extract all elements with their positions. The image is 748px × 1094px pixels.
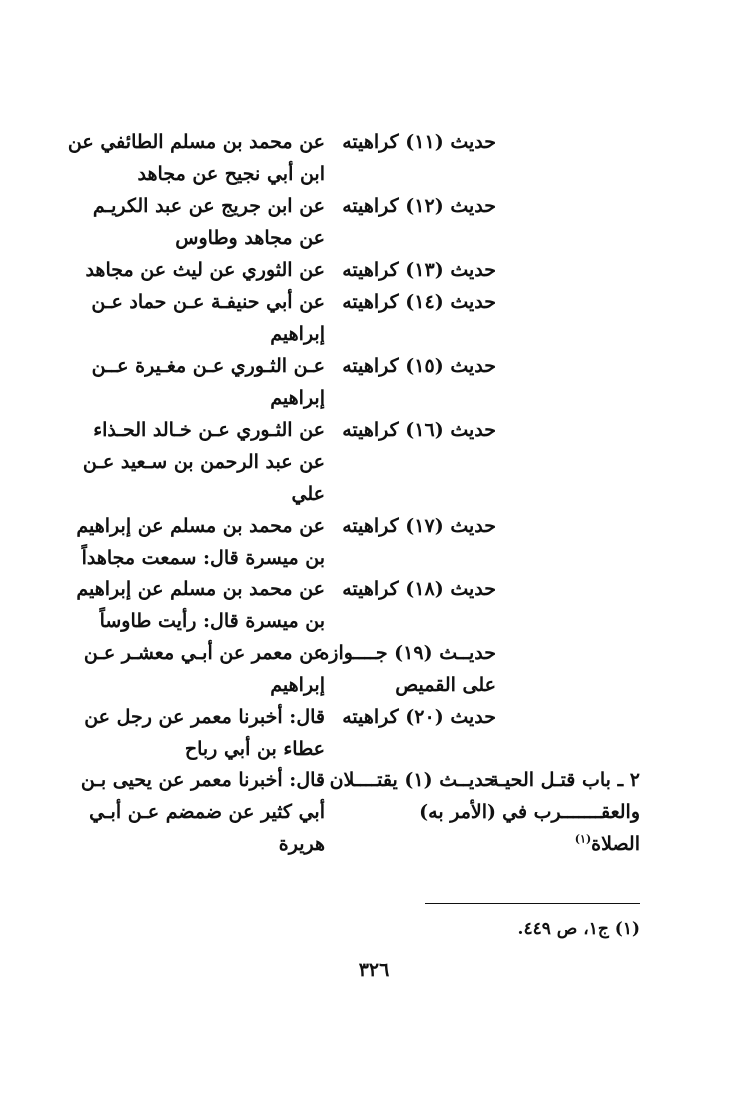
hadith-label: حديــث (١٩) جــــوازه على القميص (319, 642, 496, 696)
hadith-label: حديث (١١) كراهيته (342, 131, 496, 153)
hadith-label: حديث (١٤) كراهيته (342, 291, 496, 313)
isnad-text: عن الثـوري عـن خـالد الحـذاء عن عبد الرحمن بن سـعيد عـن علي (82, 419, 325, 505)
page-number: ٣٢٦ (358, 959, 390, 981)
isnad-text: عن معمر عن أبـي معشـر عـن إبراهيم (83, 642, 325, 696)
hadith-label: حديث (١٦) كراهيته (342, 419, 496, 441)
isnad-text: قال: أخبرنا معمر عن رجل عن عطاء بن أبي رباح (84, 706, 325, 760)
bab-title: ٢ ـ باب قتـل الحيـة والعقـــــــرب في الصلاة$^{(١)}$ (489, 769, 640, 855)
isnad-text: عن محمد بن مسلم عن إبراهيم بن ميسرة قال: رأيت طاوساً (76, 578, 325, 632)
isnad-text: عـن الثـوري عـن مغـيرة عــن إبراهيم (91, 355, 325, 409)
isnad-text: قال: أخبرنا معمر عن يحيى بـن أبي كثير عن ضمضم عـن أبـي هريرة (80, 769, 325, 855)
hadith-label: حديــث (١) يقتــــلان (الأمر به) (329, 769, 496, 823)
hadith-label: حديث (١٥) كراهيته (342, 355, 496, 377)
hadith-label: حديث (٢٠) كراهيته (342, 706, 496, 728)
isnad-text: عن محمد بن مسلم الطائفي عن ابن أبي نجيح عن مجاهد (67, 131, 325, 185)
hadith-label: حديث (١٨) كراهيته (342, 578, 496, 600)
footnote-text: (١) ج١، ص ٤٤٩. (517, 919, 640, 939)
hadith-label: حديث (١٢) كراهيته (342, 195, 496, 217)
hadith-label: حديث (١٧) كراهيته (342, 515, 496, 537)
isnad-text: عن أبي حنيفـة عـن حماد عـن إبراهيم (91, 291, 325, 345)
bab-title-last-line: الصلاة (591, 833, 640, 855)
hadith-label: حديث (١٣) كراهيته (342, 259, 496, 281)
isnad-text: عن الثوري عن ليث عن مجاهد (85, 259, 325, 281)
isnad-text: عن محمد بن مسلم عن إبراهيم بن ميسرة قال: سمعت مجاهداً (76, 515, 325, 569)
isnad-text: عن ابن جريج عن عبد الكريـم عن مجاهد وطاوس (92, 195, 325, 249)
footnote-marker: (١) (574, 832, 592, 846)
footnote-divider (425, 903, 640, 904)
